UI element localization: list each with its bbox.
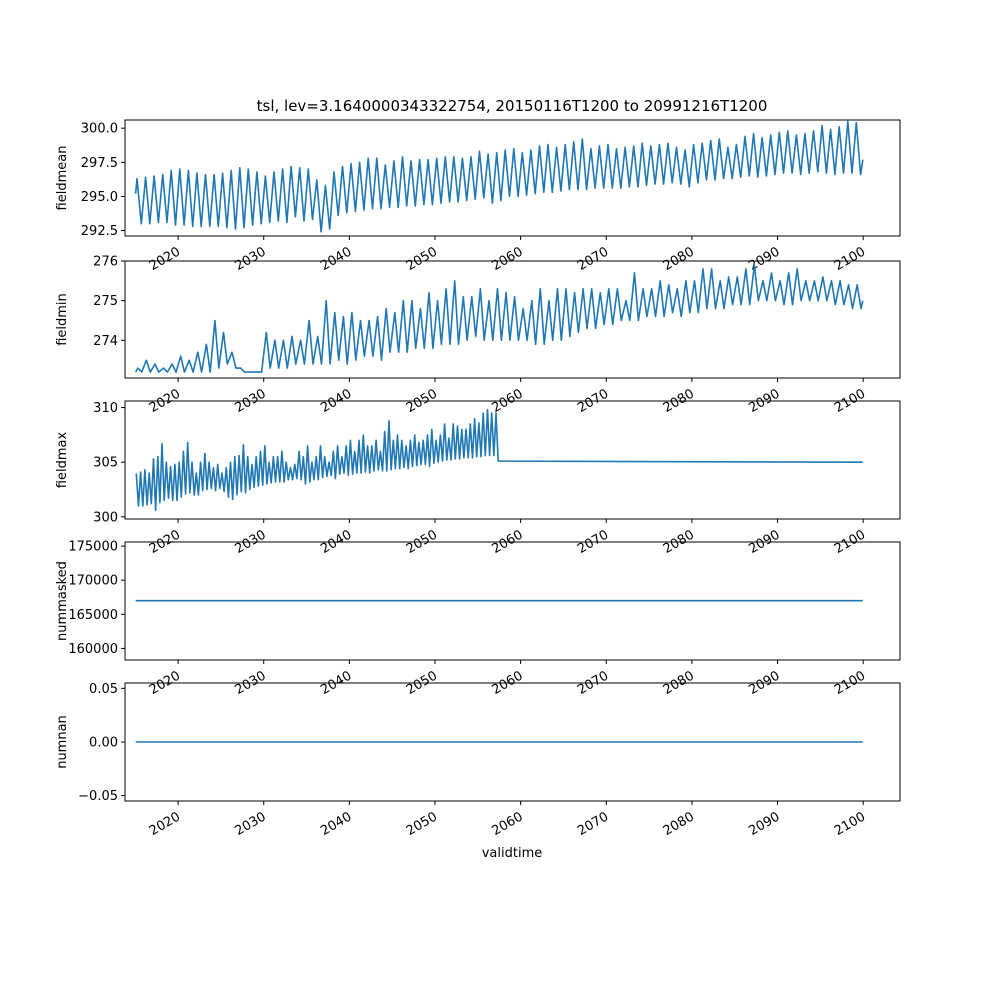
x-tick-label: 2050 [403,668,440,699]
x-tick-label: 2090 [746,527,783,558]
subplot-nummasked [55,540,900,698]
x-axis-label: validtime [481,846,543,861]
series-line-fieldmin [136,265,863,372]
x-tick-label: 2090 [746,386,783,417]
axes-frame [125,401,900,519]
y-axis-label: fieldmean [55,145,70,211]
x-tick-label: 2060 [489,386,526,417]
x-tick-label: 2100 [832,668,869,699]
x-tick-label: 2060 [489,527,526,558]
x-tick-label: 2100 [832,527,869,558]
x-tick-label: 2030 [232,244,269,275]
x-tick-label: 2020 [146,668,184,699]
x-tick-label: 2090 [746,244,783,275]
x-tick-label: 2050 [403,386,440,417]
y-tick-label: 0.00 [89,735,118,751]
x-tick-label: 2100 [832,386,869,417]
y-tick-label: 274 [93,333,118,349]
x-tick-label: 2050 [403,809,440,840]
x-tick-label: 2020 [146,527,184,558]
y-axis-label: nummasked [55,561,70,641]
series-line-fieldmax [136,410,863,511]
x-tick-label: 2090 [746,668,783,699]
x-tick-label: 2070 [575,809,612,840]
x-tick-label: 2060 [489,244,526,275]
y-tick-label: −0.05 [78,789,118,805]
y-tick-label: 170000 [68,573,118,589]
y-tick-label: 300.0 [80,121,118,137]
y-tick-label: 305 [93,455,118,471]
y-tick-label: 292.5 [80,224,118,240]
x-tick-label: 2040 [318,527,355,558]
x-tick-label: 2040 [318,809,355,840]
x-tick-label: 2020 [146,809,184,840]
series-line-fieldmean [136,121,863,231]
x-tick-label: 2020 [146,386,184,417]
y-tick-label: 175000 [68,539,118,555]
y-axis-label: numnan [55,715,70,769]
subplot-fieldmean [55,120,900,274]
y-tick-label: 0.05 [89,681,118,697]
subplot-numnan [55,682,900,839]
x-tick-label: 2070 [575,527,612,558]
x-tick-label: 2030 [232,386,269,417]
y-tick-label: 160000 [68,641,118,657]
x-tick-label: 2050 [403,527,440,558]
y-tick-label: 297.5 [80,155,118,171]
x-tick-label: 2080 [660,244,697,275]
subplot-fieldmax [55,401,900,557]
x-tick-label: 2030 [232,668,269,699]
x-tick-label: 2100 [832,809,869,840]
x-tick-label: 2070 [575,386,612,417]
y-tick-label: 310 [93,401,118,417]
y-tick-label: 165000 [68,607,118,623]
y-axis-label: fieldmax [55,431,70,489]
x-tick-label: 2090 [746,809,783,840]
subplots [55,120,900,839]
y-axis-label: fieldmin [55,293,70,346]
x-tick-label: 2040 [318,244,355,275]
x-tick-label: 2040 [318,668,355,699]
subplot-fieldmin [55,255,900,417]
chart-title: tsl, lev=3.1640000343322754, 20150116T1200 to 20991216T1200 [256,97,768,115]
x-tick-label: 2080 [660,386,697,417]
y-tick-label: 300 [93,510,118,526]
x-tick-label: 2080 [660,668,697,699]
x-tick-label: 2080 [660,809,697,840]
x-tick-label: 2020 [146,244,184,275]
x-tick-label: 2040 [318,386,355,417]
x-tick-label: 2070 [575,244,612,275]
x-tick-label: 2080 [660,527,697,558]
x-tick-label: 2070 [575,668,612,699]
y-tick-label: 276 [93,254,118,270]
y-tick-label: 295.0 [80,189,118,205]
x-tick-label: 2030 [232,527,269,558]
y-tick-label: 275 [93,294,118,310]
x-tick-label: 2030 [232,809,269,840]
x-tick-label: 2060 [489,668,526,699]
x-tick-label: 2100 [832,244,869,275]
x-tick-label: 2060 [489,809,526,840]
x-tick-label: 2050 [403,244,440,275]
